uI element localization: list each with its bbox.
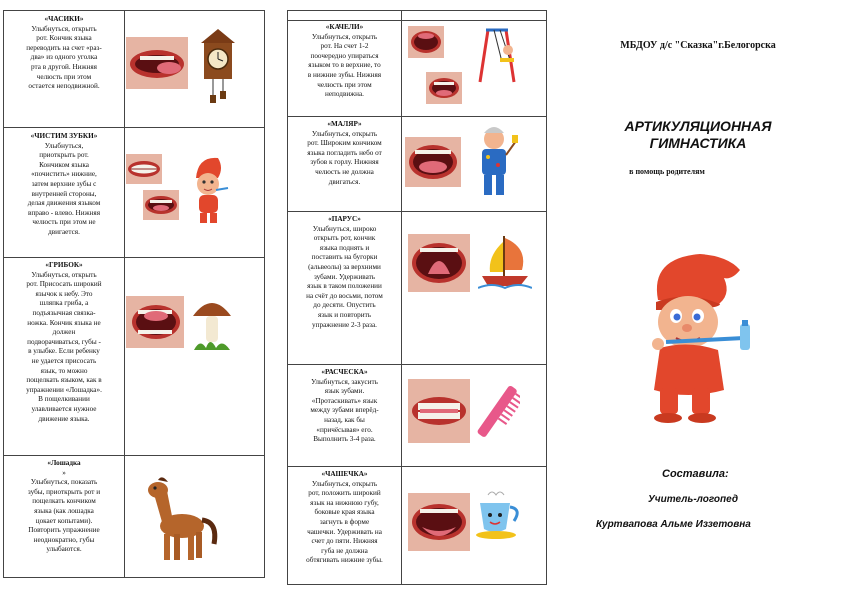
exercise-text: «ГРИБОК» Улыбнуться, открыть рот. Присосать широкий язычок к небу. Это шляпка гриба, а подъязычная связка- ножка. Кончик языка не должен подворачиваться, губы - в улыбке. Если ребенку не удается присосать язык, то можно пощелкать языком, как в упражнении «Лошадка». В пощелкивании улавливается нужное движение языка. bbox=[8, 261, 120, 424]
exercise-title: «МАЛЯР» bbox=[327, 120, 362, 128]
exercise-row-gribok bbox=[4, 258, 264, 456]
exercise-title: «Лошадка bbox=[47, 459, 81, 467]
exercise-row-chasiki bbox=[4, 11, 264, 128]
sailboat-picture bbox=[478, 232, 532, 290]
exercise-text: «ЧАШЕЧКА» Улыбнуться, открыть рот, положить широкий язык на нижнюю губу, боковые края языка загнуть в форме чашечки. Удерживать на счет до пяти. Нижняя губа не должна обтягивать нижние зубы. bbox=[290, 470, 399, 566]
mouth-photo bbox=[126, 154, 162, 184]
exercise-text: «КАЧЕЛИ» Улыбнуться, открыть рот. На счет 1-2 поочередно упираться языком то в верхние, то в нижние зубы. Нижняя челюсть при этом неподвижна. bbox=[290, 23, 399, 100]
teacup-picture bbox=[474, 489, 524, 541]
left-exercise-table bbox=[3, 10, 265, 578]
horse-picture bbox=[138, 472, 224, 568]
exercise-row-loshadka bbox=[4, 456, 264, 579]
exercise-title: «ЧИСТИМ ЗУБКИ» bbox=[30, 132, 98, 140]
exercise-row-chistim-zubki bbox=[4, 128, 264, 258]
mouth-photo bbox=[426, 72, 462, 104]
title-line-1: АРТИКУЛЯЦИОННАЯ bbox=[624, 118, 772, 134]
exercise-row-kacheli bbox=[288, 20, 546, 117]
author-role: Учитель-логопед bbox=[648, 494, 739, 505]
exercise-text: «Лошадка » Улыбнуться, показать зубы, приоткрыть рот и пощелкать кончиком языка (как лошадка цокает копытами). Повторить упражнение неоднократно, губы улыбаются. bbox=[8, 459, 120, 555]
mouth-photo bbox=[405, 137, 461, 187]
organization-name: МБДОУ д/с "Сказка"г.Белогорска bbox=[620, 40, 776, 51]
exercise-title: «РАСЧЕСКА» bbox=[321, 368, 368, 376]
mouth-photo bbox=[143, 190, 179, 220]
mushroom-picture bbox=[190, 294, 234, 352]
swing-picture bbox=[474, 26, 520, 84]
exercise-title: «ПАРУС» bbox=[328, 215, 361, 223]
exercise-text: «МАЛЯР» Улыбнуться, открыть рот. Широким кончиком языка погладить небо от зубов к горлу. Нижняя челюсть не должна двигаться. bbox=[290, 120, 399, 187]
exercise-title: «ГРИБОК» bbox=[45, 261, 83, 269]
exercise-row-rascheska bbox=[288, 365, 546, 467]
subtitle: в помощь родителям bbox=[629, 167, 705, 176]
mouth-photo bbox=[408, 234, 470, 292]
exercise-title: «ЧАШЕЧКА» bbox=[321, 470, 368, 478]
mouth-photo bbox=[126, 37, 188, 89]
author-name: Куртвапова Альме Иззетовна bbox=[596, 519, 751, 530]
gnome-brushing-teeth-picture bbox=[188, 154, 232, 226]
brochure-title bbox=[590, 118, 806, 152]
exercise-text: «ПАРУС» Улыбнуться, широко открыть рот, кончик языка поднять и поставить на бугорки (альвеолы) за верхними зубами. Удерживать язык в таком положении на счёт до восьми, потом до десяти. Опустить язык и повторить упражнение 2-3 раза. bbox=[290, 215, 399, 330]
cuckoo-clock-picture bbox=[199, 27, 237, 105]
mouth-photo bbox=[126, 296, 184, 348]
mouth-photo bbox=[408, 26, 444, 58]
exercise-text: «РАСЧЕСКА» Улыбнуться, закусить язык зубами. «Протаскивать» язык между зубами вперёд- назад, как бы «причёсывая» его. Выполнить 3-4 раза. bbox=[290, 368, 399, 445]
exercise-text: «ЧАСИКИ» Улыбнуться, открыть рот. Кончик языка переводить на счет «раз- два» из одного уголка рта в другой. Нижняя челюсть при этом остается неподвижной. bbox=[8, 15, 120, 92]
exercise-row-chashechka bbox=[288, 467, 546, 586]
gnome-with-toothbrush-picture bbox=[636, 250, 766, 425]
author-label: Составила: bbox=[662, 468, 729, 480]
exercise-title: «КАЧЕЛИ» bbox=[325, 23, 364, 31]
exercise-text: «ЧИСТИМ ЗУБКИ» Улыбнуться, приоткрыть рот. Кончиком языка «почистить» нижние, затем верхние зубы с внутренней стороны, делая движения языком вправо - влево. Нижняя челюсть при этом не двигается. bbox=[8, 132, 120, 238]
mouth-photo bbox=[408, 379, 470, 443]
title-line-2: ГИМНАСТИКА bbox=[649, 135, 747, 151]
painter-gnome-picture bbox=[470, 121, 520, 203]
exercise-row-parus bbox=[288, 212, 546, 365]
middle-exercise-table bbox=[287, 10, 547, 585]
exercise-row-malyar bbox=[288, 117, 546, 212]
comb-picture bbox=[476, 381, 520, 443]
exercise-title: «ЧАСИКИ» bbox=[44, 15, 84, 23]
mouth-photo bbox=[408, 493, 470, 551]
